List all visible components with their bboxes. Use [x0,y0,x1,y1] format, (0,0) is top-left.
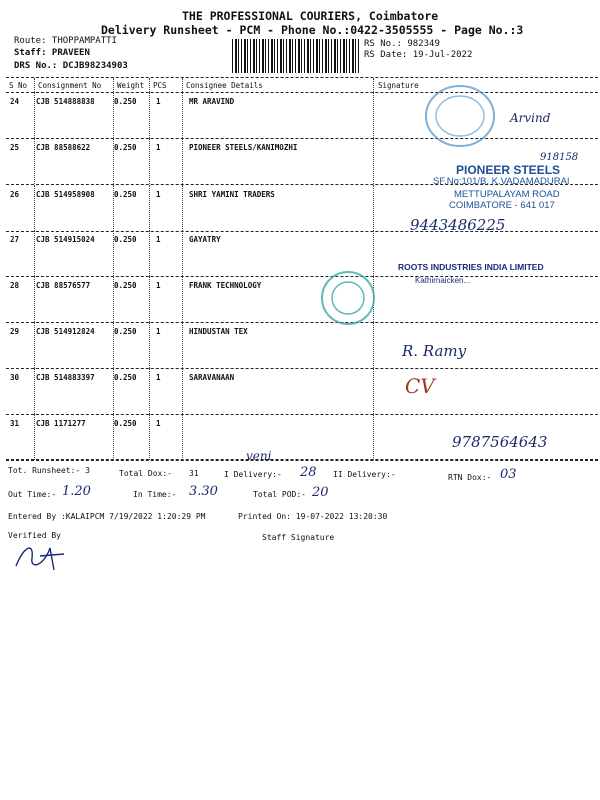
col-divider [113,185,114,231]
out-time-value: 1.20 [62,484,91,499]
row-rule [6,322,598,323]
col-divider [34,322,35,368]
cell-consignment: CJB 514883397 [36,373,95,382]
handwritten-sign-29: R. Ramy [402,342,467,360]
col-divider [373,92,374,138]
cell-consignment: CJB 514888838 [36,97,95,106]
handwritten-phone-26: 9443486225 [410,216,506,234]
col-divider [113,322,114,368]
table-header-rule [6,92,598,93]
out-time-label: Out Time:- [8,490,57,499]
entered-by: Entered By :KALAIPCM 7/19/2022 1:20:29 PM [8,512,206,521]
rs-date-label: RS Date: 19-Jul-2022 [364,50,473,60]
i-delivery-value: 28 [300,465,317,480]
col-divider [113,230,114,276]
col-divider [34,414,35,460]
col-divider [34,78,35,92]
rtn-dox-value: 03 [500,467,517,482]
col-divider [34,276,35,322]
ii-delivery-label: II Delivery:- [333,470,396,479]
col-divider [34,92,35,138]
col-divider [149,138,150,184]
col-weight: Weight [117,81,145,90]
cell-weight: 0.250 [114,373,137,382]
col-divider [373,185,374,231]
col-divider [373,138,374,184]
cell-sno: 29 [10,327,20,336]
total-pod-label: Total POD:- [253,490,306,499]
verified-by-label: Verified By [8,531,61,540]
col-consignment: Consignment No [38,81,102,90]
cell-consignee: FRANK TECHNOLOGY [189,281,262,290]
cell-consignee: SHRI YAMINI TRADERS [189,190,275,199]
rs-no-label: RS No.: 982349 [364,39,440,49]
cell-sno: 28 [10,281,20,290]
col-divider [34,230,35,276]
col-divider [182,230,183,276]
col-divider [182,138,183,184]
cell-consignment: CJB 514915024 [36,235,95,244]
cell-weight: 0.250 [114,281,137,290]
company-title: THE PROFESSIONAL COURIERS, Coimbatore [182,9,439,23]
row-rule [6,414,598,415]
col-divider [34,368,35,414]
cell-pcs: 1 [156,235,161,244]
staff-signature-label: Staff Signature [262,533,335,542]
table-top-rule [6,77,598,78]
col-divider [113,138,114,184]
row-rule [6,368,598,369]
cell-sno: 30 [10,373,20,382]
col-divider [149,230,150,276]
cell-pcs: 1 [156,373,161,382]
col-divider [373,78,374,92]
cell-consignment: CJB 514912824 [36,327,95,336]
col-consignee: Consignee Details [186,81,263,90]
cell-consignee: MR ARAVIND [189,97,235,106]
rtn-dox-label: RTN Dox:- [448,473,492,482]
cell-consignee: HINDUSTAN TEX [189,327,248,336]
handwritten-sign-30: CV [405,374,435,398]
col-divider [149,276,150,322]
cell-pcs: 1 [156,281,161,290]
cell-consignee: GAYATRY [189,235,221,244]
cell-weight: 0.250 [114,419,137,428]
pioneer-stamp-addr3: COIMBATORE - 641 017 [449,200,555,211]
barcode-image [232,39,360,73]
col-divider [149,92,150,138]
pioneer-stamp-name: PIONEER STEELS [456,163,561,177]
col-divider [182,78,183,92]
row-rule [6,276,598,277]
col-divider [182,185,183,231]
row-rule [6,460,598,461]
drs-label: DRS No.: DCJB98234903 [14,61,128,71]
circular-stamp [420,82,500,152]
i-delivery-label: I Delivery:- [224,470,282,479]
staff-label: Staff: PRAVEEN [14,48,90,58]
col-divider [149,414,150,460]
col-divider [113,78,114,92]
col-divider [182,414,183,460]
cell-pcs: 1 [156,327,161,336]
printed-on: Printed On: 19-07-2022 13:20:30 [238,512,388,521]
cell-weight: 0.250 [114,190,137,199]
row-rule [6,231,598,232]
cell-consignment: CJB 1171277 [36,419,86,428]
col-divider [182,322,183,368]
cell-pcs: 1 [156,190,161,199]
col-divider [149,185,150,231]
footer-top-rule [6,459,598,460]
handwritten-veni: veni [246,449,272,463]
col-signature: Signature [378,81,419,90]
cell-consignment: CJB 514958908 [36,190,95,199]
cell-sno: 24 [10,97,20,106]
cell-sno: 27 [10,235,20,244]
col-divider [113,276,114,322]
handwritten-sign-24: Arvind [510,111,551,125]
roots-stamp-sub: Kathirnaicken... [415,276,471,285]
cell-consignee: PIONEER STEELS/KANIMOZHI [189,143,298,152]
cell-consignment: CJB 88576577 [36,281,91,290]
col-divider [373,322,374,368]
cell-pcs: 1 [156,419,161,428]
tot-runsheet: Tot. Runsheet:- 3 [8,466,90,475]
cell-weight: 0.250 [114,97,137,106]
route-label: Route: THOPPAMPATTI [14,36,117,46]
col-divider [373,414,374,460]
col-divider [113,414,114,460]
col-divider [182,368,183,414]
cell-consignment: CJB 88588622 [36,143,91,152]
cell-sno: 31 [10,419,20,428]
pioneer-stamp-addr2: METTUPALAYAM ROAD [454,189,560,200]
col-divider [149,368,150,414]
cell-consignee: SARAVANAAN [189,373,235,382]
col-divider [182,276,183,322]
cell-sno: 26 [10,190,20,199]
col-divider [113,368,114,414]
in-time-label: In Time:- [133,490,177,499]
round-seal-stamp [318,268,378,328]
verifier-signature [10,536,70,576]
cell-weight: 0.250 [114,143,137,152]
cell-pcs: 1 [156,97,161,106]
pioneer-stamp-addr1: SF.No:101/B, K.VADAMADURAI [433,176,570,187]
handwritten-phone-31: 9787564643 [452,433,548,451]
total-pod-value: 20 [312,485,329,500]
cell-weight: 0.250 [114,327,137,336]
col-divider [149,322,150,368]
total-dox-value: 31 [189,469,199,478]
col-divider [113,92,114,138]
cell-pcs: 1 [156,143,161,152]
col-divider [149,78,150,92]
cell-weight: 0.250 [114,235,137,244]
row-rule [6,138,598,139]
col-sno: S No [9,81,28,90]
col-divider [34,138,35,184]
col-divider [182,92,183,138]
handwritten-number-25: 918158 [540,152,579,163]
in-time-value: 3.30 [189,484,218,499]
col-pcs: PCS [153,81,167,90]
roots-stamp: ROOTS INDUSTRIES INDIA LIMITED [398,262,544,272]
total-dox-label: Total Dox:- [119,469,172,478]
cell-sno: 25 [10,143,20,152]
col-divider [34,185,35,231]
col-divider [373,368,374,414]
runsheet-subtitle: Delivery Runsheet - PCM - Phone No.:0422-3505555 - Page No.:3 [101,23,524,37]
